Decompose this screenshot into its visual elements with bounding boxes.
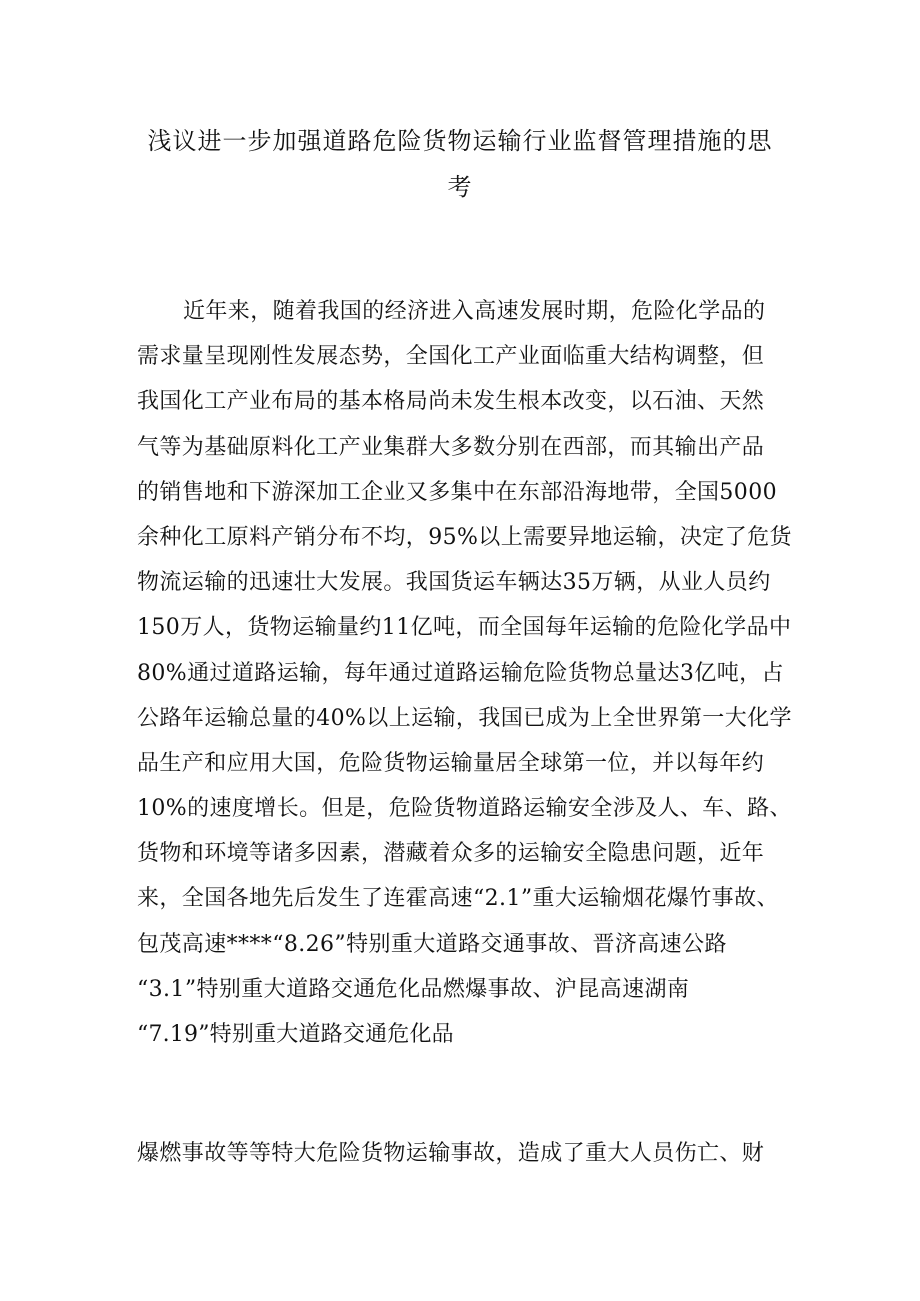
paragraph-line: 150万人，货物运输量约11亿吨，而全国每年运输的危险化学品中	[137, 615, 792, 641]
paragraph-line: 的销售地和下游深加工企业又多集中在东部沿海地带，全国5000	[137, 479, 777, 505]
paragraph-line: “7.19”特别重大道路交通危化品	[137, 1022, 454, 1047]
title-line: 考	[447, 173, 473, 201]
paragraph-line: 我国化工产业布局的基本格局尚未发生根本改变，以石油、天然	[137, 389, 765, 415]
paragraph-line: 10%的速度增长。但是，危险货物道路运输安全涉及人、车、路、	[137, 796, 792, 822]
paragraph-line: 包茂高速****“8.26”特别重大道路交通事故、晋济高速公路	[137, 931, 727, 957]
document-title	[130, 118, 790, 210]
paragraph-line: 余种化工原料产销分布不均，95%以上需要异地运输，决定了危货	[137, 524, 792, 550]
paragraph-line: 80%通过道路运输，每年通过道路运输危险货物总量达3亿吨，占	[137, 660, 784, 686]
title-line: 浅议进一步加强道路危险货物运输行业监督管理措施的思	[147, 127, 773, 155]
paragraph-line: 品生产和应用大国，危险货物运输量居全球第一位，并以每年约	[137, 750, 765, 776]
paragraph-line: 公路年运输总量的40%以上运输，我国已成为上全世界第一大化学	[137, 705, 792, 731]
paragraph-line: 物流运输的迅速壮大发展。我国货运车辆达35万辆，从业人员约	[137, 570, 771, 596]
paragraph-line: 货物和环境等诸多因素，潜藏着众多的运输安全隐患问题，近年	[137, 841, 765, 867]
paragraph-line: 气等为基础原料化工产业集群大多数分别在西部，而其输出产品	[137, 434, 765, 460]
paragraph-1	[137, 289, 797, 1057]
paragraph-line: 来，全国各地先后发生了连霍高速“2.1”重大运输烟花爆竹事故、	[137, 886, 779, 912]
paragraph-line: 近年来，随着我国的经济进入高速发展时期，危险化学品的	[183, 299, 766, 324]
paragraph-line: “3.1”特别重大道路交通危化品燃爆事故、沪昆高速湖南	[137, 976, 690, 1002]
paragraph-line: 需求量呈现刚性发展态势，全国化工产业面临重大结构调整，但	[137, 344, 765, 370]
paragraph-2: 爆燃事故等等特大危险货物运输事故，造成了重大人员伤亡、财	[137, 1141, 765, 1166]
